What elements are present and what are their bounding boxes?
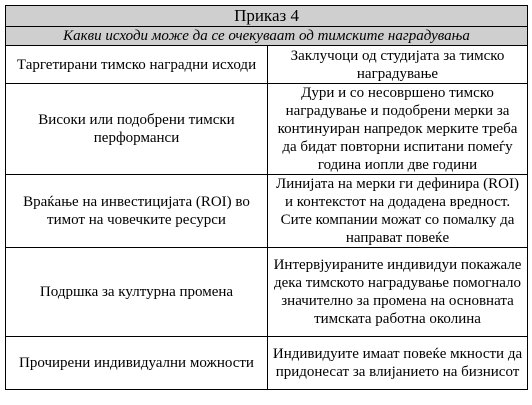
outcome-cell: Прочирени индивидуални можности	[6, 337, 268, 390]
outcome-cell: Подршка за културна промена	[6, 248, 268, 337]
table-row	[6, 175, 528, 248]
table-subtitle: Какви исходи може да се очекуваат од тимските наградувања	[6, 27, 528, 46]
column-header-findings: Заклучоци од студијата за тимско наградување	[268, 46, 528, 84]
header-row	[6, 46, 528, 84]
finding-cell: Дури и со несовршено тимско наградување и подобрени мерки за континуиран напредок мерките треба да бидат повторни испитани помеѓу година иопли две години	[268, 84, 528, 175]
outcome-cell: Високи или подобрени тимски перформанси	[6, 84, 268, 175]
table-row	[6, 84, 528, 175]
finding-cell: Индивидуите имаат повеќе мкности да придонесат за влијанието на бизнисот	[268, 337, 528, 390]
table-row	[6, 248, 528, 337]
rewards-outcomes-table	[5, 5, 528, 390]
table-title: Приказ 4	[6, 6, 528, 27]
outcome-cell: Враќање на инвестицијата (ROI) во тимот на човечките ресурси	[6, 175, 268, 248]
column-header-outcomes: Таргетирани тимско наградни исходи	[6, 46, 268, 84]
finding-cell: Интервјуираните индивидуи покажале дека тимското наградување помогнало значително за промена на основната тимската работна околина	[268, 248, 528, 337]
subtitle-row	[6, 27, 528, 46]
table-row	[6, 337, 528, 390]
finding-cell: Линијата на мерки ги дефинира (ROI) и контекстот на додадена вредност. Сите компании можат со помалку да направат повеќе	[268, 175, 528, 248]
title-row	[6, 6, 528, 27]
